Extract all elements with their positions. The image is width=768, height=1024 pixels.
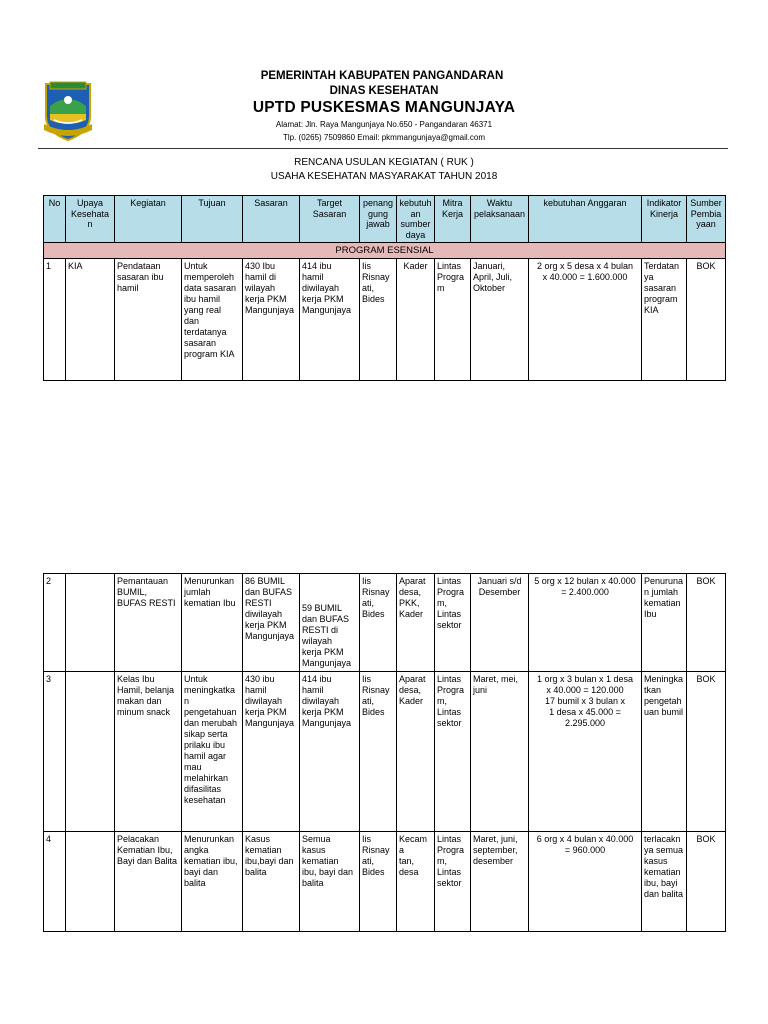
cell-sasaran: 86 BUMIL dan BUFAS RESTI diwilayah kerja PKM Mangunjaya — [243, 574, 300, 672]
header-government: PEMERINTAH KABUPATEN PANGANDARAN — [260, 70, 504, 82]
section-label: PROGRAM ESENSIAL — [44, 243, 726, 259]
cell-mitra: Lintas Progra m, Lintas sektor — [435, 832, 471, 932]
cell-no: 2 — [44, 574, 66, 672]
cell-sasaran: Kasus kematian ibu,bayi dan balita — [243, 832, 300, 932]
cell-mitra: Lintas Progra m, Lintas sektor — [435, 672, 471, 832]
header-address: Alamat: Jln. Raya Mangunjaya No.650 - Pangandaran 46371 — [275, 120, 493, 129]
cell-target: 414 ibu hamil diwilayah kerja PKM Mangunjaya — [300, 672, 360, 832]
cell-sumber: BOK — [687, 832, 726, 932]
cell-no: 3 — [44, 672, 66, 832]
col-header-tujuan: Tujuan — [182, 196, 243, 243]
cell-mitra: Lintas Progra m, Lintas sektor — [435, 574, 471, 672]
col-header-no: No — [44, 196, 66, 243]
cell-waktu: Januari s/d Desember — [471, 574, 529, 672]
cell-indikator: Penuruna n jumlah kematian Ibu — [642, 574, 687, 672]
cell-waktu: Januari, April, Juli, Oktober — [471, 259, 529, 381]
cell-sumber: BOK — [687, 672, 726, 832]
cell-target: 414 ibu hamil diwilayah kerja PKM Mangunjaya — [300, 259, 360, 381]
ruk-table — [43, 195, 726, 381]
col-header-waktu: Waktu pelaksanaan — [471, 196, 529, 243]
cell-sumber-daya: Aparat desa, PKK, Kader — [397, 574, 435, 672]
col-header-sumber-daya: kebutuh an sumber daya — [397, 196, 435, 243]
cell-pj: Iis Risnay ati, Bides — [360, 672, 397, 832]
cell-kegiatan: Pemantauan BUMIL, BUFAS RESTI — [115, 574, 182, 672]
header-divider — [38, 148, 728, 149]
cell-upaya — [66, 574, 115, 672]
table-header-row — [44, 196, 726, 243]
col-header-kegiatan: Kegiatan — [115, 196, 182, 243]
cell-pj: Iis Risnay ati, Bides — [360, 574, 397, 672]
cell-tujuan: Menurunkan angka kematian ibu, bayi dan balita — [182, 832, 243, 932]
col-header-upaya: Upaya Kesehata n — [66, 196, 115, 243]
cell-target: 59 BUMIL dan BUFAS RESTI di wilayah kerja PKM Mangunjaya — [300, 574, 360, 672]
cell-waktu: Maret, mei, juni — [471, 672, 529, 832]
cell-target: Semua kasus kematian ibu, bayi dan balita — [300, 832, 360, 932]
cell-kegiatan: Kelas Ibu Hamil, belanja makan dan minum snack — [115, 672, 182, 832]
cell-pj: Iis Risnay ati, Bides — [360, 259, 397, 381]
cell-sasaran: 430 ibu hamil diwilayah kerja PKM Mangunjaya — [243, 672, 300, 832]
cell-sumber: BOK — [687, 574, 726, 672]
table-row — [44, 832, 726, 932]
cell-kegiatan: Pelacakan Kematian Ibu, Bayi dan Balita — [115, 832, 182, 932]
table-row — [44, 672, 726, 832]
table-row — [44, 574, 726, 672]
cell-anggaran: 5 org x 12 bulan x 40.000 = 2.400.000 — [529, 574, 642, 672]
col-header-sasaran: Sasaran — [243, 196, 300, 243]
cell-anggaran: 2 org x 5 desa x 4 bulan x 40.000 = 1.600.000 — [529, 259, 642, 381]
cell-tujuan: Untuk memperoleh data sasaran ibu hamil yang real dan terdatanya sasaran program KIA — [182, 259, 243, 381]
document-title: RENCANA USULAN KEGIATAN ( RUK ) — [294, 157, 474, 168]
cell-sasaran: 430 Ibu hamil di wilayah kerja PKM Mangunjaya — [243, 259, 300, 381]
cell-mitra: Lintas Progra m — [435, 259, 471, 381]
header-contact: Tlp. (0265) 7509860 Email: pkmmangunjaya@gmail.com — [283, 133, 485, 142]
col-header-pj: penang gung jawab — [360, 196, 397, 243]
cell-sumber: BOK — [687, 259, 726, 381]
cell-upaya: KIA — [66, 259, 115, 381]
cell-sumber-daya: Kecama tan, desa — [397, 832, 435, 932]
table-row — [44, 259, 726, 381]
cell-indikator: terlacakn ya semua kasus kematian ibu, bayi dan balita — [642, 832, 687, 932]
cell-anggaran: 1 org x 3 bulan x 1 desa x 40.000 = 120.000 17 bumil x 3 bulan x 1 desa x 45.000 = 2.295.000 — [529, 672, 642, 832]
header-department: DINAS KESEHATAN — [329, 85, 439, 97]
section-row — [44, 243, 726, 259]
cell-pj: Iis Risnay ati, Bides — [360, 832, 397, 932]
cell-tujuan: Untuk meningkatka n pengetahuan dan merubah sikap serta prilaku ibu hamil agar mau melahirkan difasilitas kesehatan — [182, 672, 243, 832]
cell-upaya — [66, 832, 115, 932]
col-header-target: Target Sasaran — [300, 196, 360, 243]
cell-no: 1 — [44, 259, 66, 381]
cell-sumber-daya: Aparat desa, Kader — [397, 672, 435, 832]
col-header-mitra: Mitra Kerja — [435, 196, 471, 243]
cell-waktu: Maret, juni, september, desember — [471, 832, 529, 932]
col-header-indikator: Indikator Kinerja — [642, 196, 687, 243]
cell-indikator: Meningka tkan pengetah uan bumil — [642, 672, 687, 832]
cell-upaya — [66, 672, 115, 832]
cell-indikator: Terdatan ya sasaran program KIA — [642, 259, 687, 381]
ruk-table-continued — [43, 573, 726, 932]
col-header-sumber: Sumber Pembia yaan — [687, 196, 726, 243]
cell-no: 4 — [44, 832, 66, 932]
cell-kegiatan: Pendataan sasaran ibu hamil — [115, 259, 182, 381]
header-institution: UPTD PUSKESMAS MANGUNJAYA — [252, 99, 516, 116]
cell-tujuan: Menurunkan jumlah kematian Ibu — [182, 574, 243, 672]
cell-sumber-daya: Kader — [397, 259, 435, 381]
col-header-anggaran: kebutuhan Anggaran — [529, 196, 642, 243]
cell-anggaran: 6 org x 4 bulan x 40.000 = 960.000 — [529, 832, 642, 932]
document-subtitle: USAHA KESEHATAN MASYARAKAT TAHUN 2018 — [270, 171, 498, 182]
